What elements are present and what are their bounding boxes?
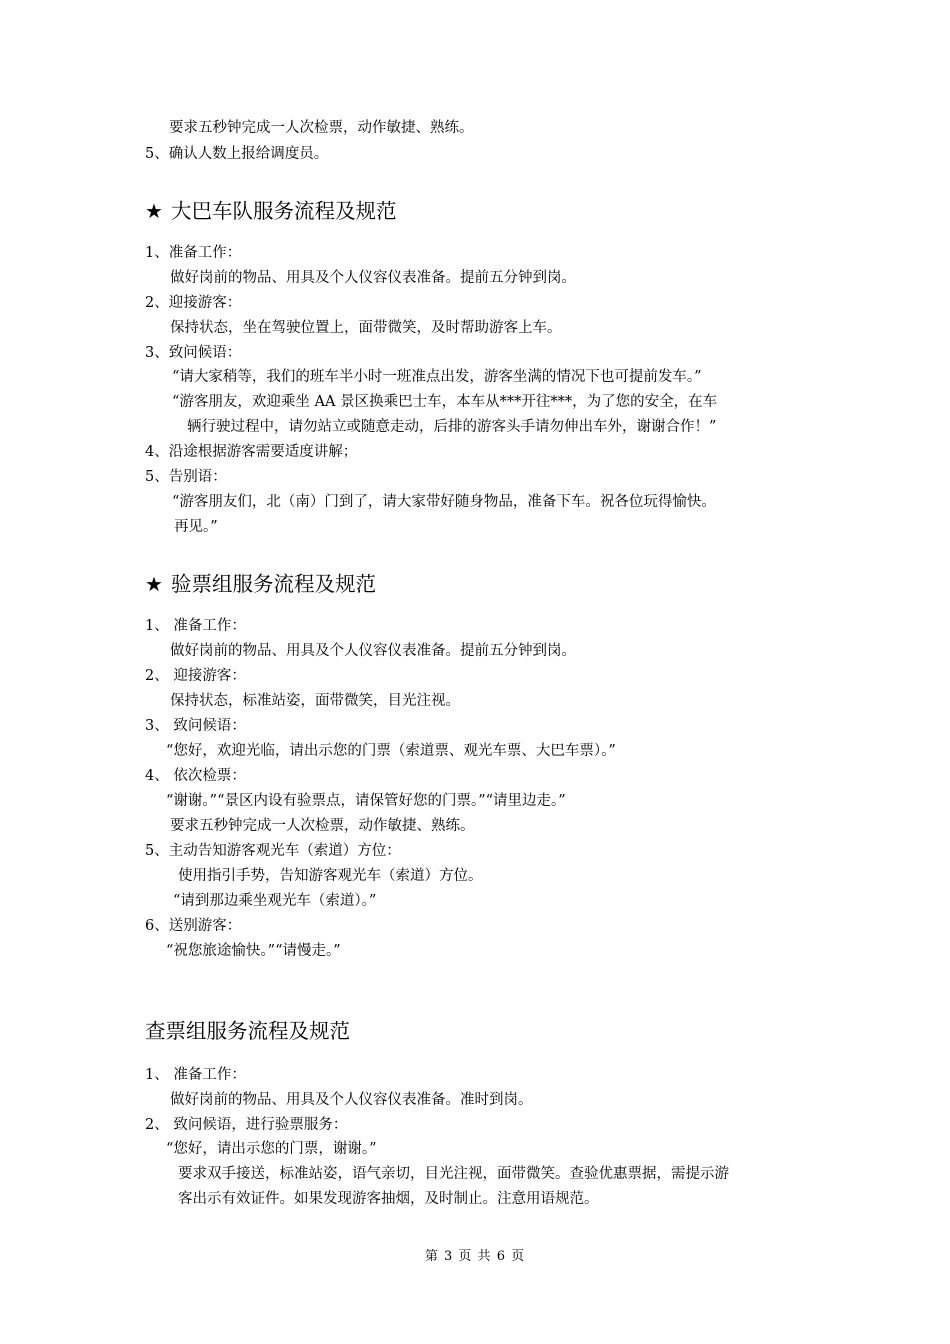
quote-text: “游客朋友，欢迎乘坐 AA 景区换乘巴士车，本车从***开往***，为了您的安全，在车 bbox=[172, 394, 718, 410]
list-item-detail: 保持状态，标准站姿，面带微笑，目光注视。 bbox=[170, 693, 460, 709]
list-item: 3、致问候语： bbox=[145, 345, 242, 361]
list-item: 5、主动告知游客观光车（索道）方位： bbox=[145, 843, 401, 859]
list-item-detail: 要求双手接送，标准站姿，语气亲切，目光注视，面带微笑。查验优惠票据，需提示游 bbox=[178, 1166, 729, 1182]
quote-text: “请到那边乘坐观光车（索道）。” bbox=[173, 893, 377, 909]
page-number: 第 3 页 共 6 页 bbox=[424, 1249, 526, 1264]
list-item-detail: 保持状态，坐在驾驶位置上，面带微笑，及时帮助游客上车。 bbox=[170, 320, 562, 336]
list-item-detail: 做好岗前的物品、用具及个人仪容仪表准备。提前五分钟到岗。 bbox=[170, 270, 576, 286]
section-heading-ticket bbox=[145, 570, 376, 598]
section-title: 大巴车队服务流程及规范 bbox=[171, 199, 397, 223]
list-item-detail: 做好岗前的物品、用具及个人仪容仪表准备。准时到岗。 bbox=[170, 1092, 533, 1108]
section-heading-bus bbox=[145, 197, 397, 225]
list-item-detail: 做好岗前的物品、用具及个人仪容仪表准备。提前五分钟到岗。 bbox=[170, 643, 576, 659]
section-title: 验票组服务流程及规范 bbox=[171, 572, 376, 596]
star-icon: ★ bbox=[145, 199, 163, 223]
list-item: 5、告别语： bbox=[145, 469, 227, 485]
list-item-detail: 客出示有效证件。如果发现游客抽烟，及时制止。注意用语规范。 bbox=[178, 1191, 599, 1207]
list-item-detail: 要求五秒钟完成一人次检票，动作敏捷、熟练。 bbox=[170, 818, 475, 834]
list-item: 4、 依次检票： bbox=[145, 768, 246, 784]
quote-text: “祝您旅途愉快。”“请慢走。” bbox=[166, 943, 341, 959]
intro-text: 要求五秒钟完成一人次检票，动作敏捷、熟练。 bbox=[169, 120, 474, 136]
quote-text: “游客朋友们，北（南）门到了，请大家带好随身物品，准备下车。祝各位玩得愉快。 bbox=[172, 494, 716, 510]
list-item: 3、 致问候语： bbox=[145, 718, 246, 734]
star-icon: ★ bbox=[145, 572, 163, 596]
list-item: 6、送别游客： bbox=[145, 918, 242, 934]
intro-step: 5、确认人数上报给调度员。 bbox=[145, 146, 329, 162]
quote-text: 辆行驶过程中，请勿站立或随意走动，后排的游客头手请勿伸出车外，谢谢合作！” bbox=[187, 419, 717, 435]
list-item: 1、准备工作： bbox=[145, 245, 242, 261]
list-item: 2、 迎接游客： bbox=[145, 668, 246, 684]
quote-text: 再见。” bbox=[174, 519, 218, 535]
list-item: 1、 准备工作： bbox=[145, 618, 246, 634]
quote-text: “您好，欢迎光临，请出示您的门票（索道票、观光车票、大巴车票）。” bbox=[166, 743, 616, 759]
list-item: 1、 准备工作： bbox=[145, 1067, 246, 1083]
quote-text: “谢谢。”“景区内设有验票点，请保管好您的门票。”“请里边走。” bbox=[166, 793, 566, 809]
list-item: 2、迎接游客： bbox=[145, 295, 242, 311]
quote-text: “请大家稍等，我们的班车半小时一班准点出发，游客坐满的情况下也可提前发车。” bbox=[172, 369, 702, 385]
list-item: 4、沿途根据游客需要适度讲解； bbox=[145, 444, 358, 460]
list-item: 2、 致问候语，进行验票服务： bbox=[145, 1117, 348, 1133]
quote-text: “您好，请出示您的门票，谢谢。” bbox=[166, 1141, 377, 1157]
section-title-check: 查票组服务流程及规范 bbox=[145, 1019, 350, 1043]
list-item-detail: 使用指引手势，告知游客观光车（索道）方位。 bbox=[178, 868, 483, 884]
